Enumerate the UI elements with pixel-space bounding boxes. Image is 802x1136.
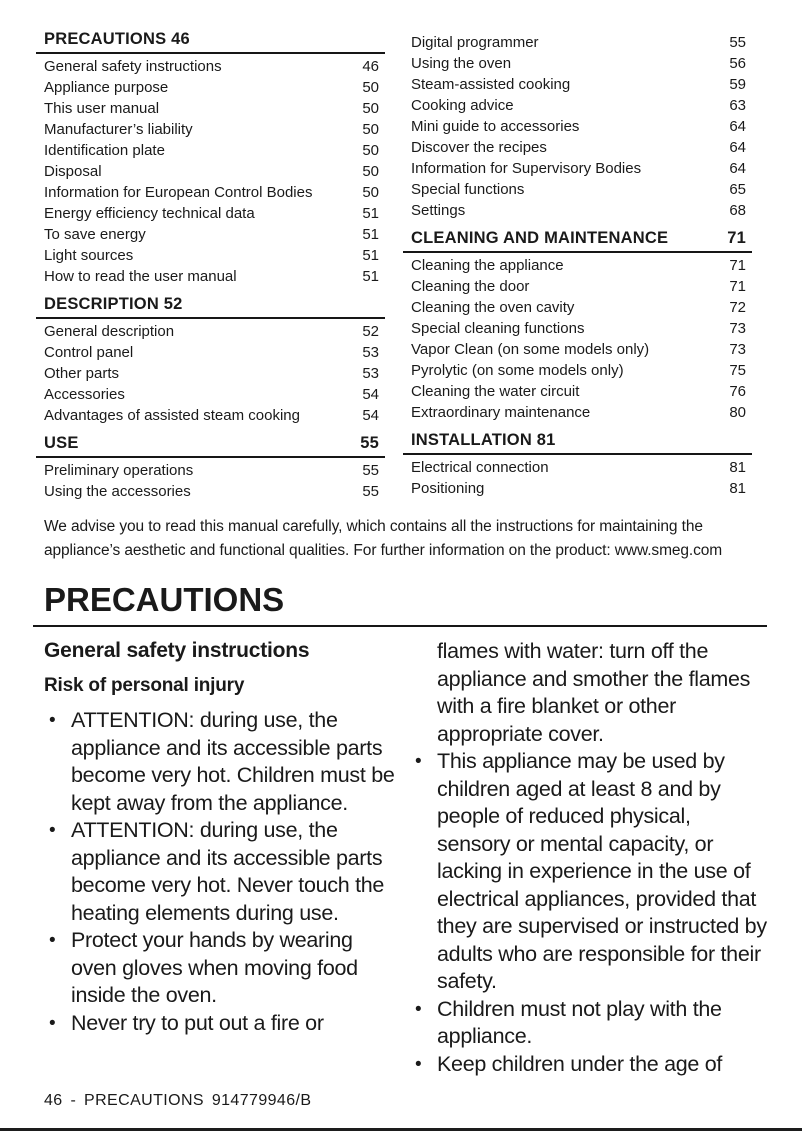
toc-section-heading	[36, 294, 385, 319]
toc-entry-label: Special cleaning functions	[411, 320, 585, 337]
list-item	[44, 1010, 401, 1038]
toc-entry-page: 50	[362, 79, 379, 96]
list-item-text: This appliance may be used by children aged at least 8 and by people of reduced physical, sensory or mental capacity, or lacking in experience in the use of electrical appliances, provided that they are supervised or instructed by adults who are responsible for their safety.	[437, 749, 767, 993]
toc-entry	[44, 363, 385, 384]
toc-entry-label: Cooking advice	[411, 97, 514, 114]
toc-section	[44, 29, 385, 287]
toc-entry	[411, 478, 752, 499]
toc-entry-list	[411, 455, 752, 499]
toc-entry	[411, 137, 752, 158]
toc-entry	[411, 53, 752, 74]
bullet-icon: •	[49, 820, 56, 841]
toc-entry-label: Electrical connection	[411, 459, 549, 476]
body-left-column	[44, 638, 401, 1078]
bullet-icon: •	[49, 930, 56, 951]
toc-entry	[44, 405, 385, 426]
toc-section-title: USE	[44, 434, 79, 452]
toc-entry-label: Using the oven	[411, 55, 512, 72]
toc-entry-page: 56	[729, 55, 746, 72]
toc-entry	[44, 56, 385, 77]
toc-entry-page: 50	[362, 184, 379, 201]
toc-entry-page: 64	[729, 160, 746, 177]
continuation-text: flames with water: turn off the appliance and smother the flames with a fire blanket or other appropriate cover.	[437, 639, 751, 746]
toc-entry-label: Information for European Control Bodies	[44, 184, 313, 201]
toc-entry-page: 72	[729, 299, 746, 316]
bullet-icon: •	[415, 1053, 422, 1075]
toc-entry	[44, 245, 385, 266]
toc-entry	[44, 342, 385, 363]
toc-entry	[411, 158, 752, 179]
bullet-icon: •	[49, 710, 56, 731]
toc-entry	[44, 460, 385, 481]
toc-entry-page: 50	[362, 142, 379, 159]
toc-entry	[411, 297, 752, 318]
bullet-icon: •	[49, 1012, 56, 1034]
toc-entry	[44, 481, 385, 502]
toc-entry-label: Accessories	[44, 386, 125, 403]
toc-entry	[411, 339, 752, 360]
toc-entry-page: 64	[729, 118, 746, 135]
toc-entry	[411, 200, 752, 221]
toc-entry-page: 55	[362, 462, 379, 479]
toc-entry-page: 54	[362, 407, 379, 424]
list-item-text: Never try to put out a fire or	[71, 1010, 324, 1035]
toc-entry-page: 71	[729, 257, 746, 274]
toc-entry-label: Identification plate	[44, 142, 165, 159]
toc-entry	[411, 276, 752, 297]
toc-entry-page: 51	[362, 226, 379, 243]
toc-entry-label: Positioning	[411, 480, 485, 497]
toc-entry	[44, 321, 385, 342]
toc-entry-label: Mini guide to accessories	[411, 118, 580, 135]
toc-entry-page: 53	[362, 344, 379, 361]
toc-entry-page: 64	[729, 139, 746, 156]
toc-entry-page: 51	[362, 268, 379, 285]
toc-entry-page: 50	[362, 163, 379, 180]
bullet-icon: •	[415, 998, 422, 1020]
toc-section-title: PRECAUTIONS 46	[44, 30, 190, 48]
toc-entry-page: 63	[729, 97, 746, 114]
toc-entry-label: Cleaning the water circuit	[411, 383, 580, 400]
toc-entry-label: Cleaning the appliance	[411, 257, 564, 274]
toc-entry	[411, 318, 752, 339]
toc-entry-label: Energy efficiency technical data	[44, 205, 255, 222]
intro-paragraph: We advise you to read this manual carefully, which contains all the instructions for maintaining the appliance’s aesthetic and functional qualities. For further information on the product: www.smeg.com	[44, 518, 723, 559]
toc-entry-list	[44, 319, 385, 426]
toc-entry-list	[411, 253, 752, 423]
bullet-icon: •	[415, 751, 422, 772]
list-item	[44, 927, 401, 1010]
toc-entry	[44, 203, 385, 224]
toc-entry-page: 75	[729, 362, 746, 379]
toc-entry-page: 81	[729, 459, 746, 476]
toc-entry-page: 50	[362, 121, 379, 138]
toc-entry	[411, 95, 752, 116]
toc-entry	[44, 98, 385, 119]
toc-entry-label: Other parts	[44, 365, 120, 382]
toc-entry-page: 80	[729, 404, 746, 421]
table-of-contents	[44, 29, 767, 502]
toc-entry-label: How to read the user manual	[44, 268, 237, 285]
toc-entry-label: Special functions	[411, 181, 525, 198]
toc-entry-page: 55	[729, 34, 746, 51]
toc-entry-label: Digital programmer	[411, 34, 539, 51]
toc-entry	[411, 179, 752, 200]
toc-entry	[44, 384, 385, 405]
toc-section-heading	[403, 430, 752, 455]
toc-entry	[44, 182, 385, 203]
toc-section	[44, 294, 385, 426]
toc-entry	[411, 74, 752, 95]
toc-entry	[44, 266, 385, 287]
list-item-text: Children must not play with the appliance.	[437, 996, 722, 1048]
toc-section	[411, 228, 752, 423]
toc-entry	[411, 32, 752, 53]
toc-entry-page: 59	[729, 76, 746, 93]
toc-entry-label: General description	[44, 323, 175, 340]
toc-section-heading	[36, 29, 385, 54]
toc-entry-page: 76	[729, 383, 746, 400]
toc-section-title: CLEANING AND MAINTENANCE	[411, 229, 669, 247]
toc-entry-label: Vapor Clean (on some models only)	[411, 341, 650, 358]
toc-entry-label: Preliminary operations	[44, 462, 194, 479]
page-bottom-edge-line	[0, 1128, 802, 1131]
toc-entry	[411, 360, 752, 381]
list-item	[44, 707, 401, 817]
toc-section-title: DESCRIPTION 52	[44, 295, 183, 313]
toc-entry-page: 54	[362, 386, 379, 403]
right-bullet-list	[410, 748, 767, 1078]
toc-entry-label: Information for Supervisory Bodies	[411, 160, 642, 177]
toc-entry	[44, 224, 385, 245]
toc-entry-page: 65	[729, 181, 746, 198]
toc-entry-list	[44, 54, 385, 287]
toc-entry	[411, 381, 752, 402]
toc-entry-page: 71	[729, 278, 746, 295]
sub-heading: Risk of personal injury	[44, 675, 245, 696]
toc-entry	[44, 140, 385, 161]
toc-left-column	[44, 29, 385, 502]
toc-entry	[411, 457, 752, 478]
toc-entry-page: 73	[729, 341, 746, 358]
toc-entry	[411, 255, 752, 276]
toc-entry-label: Settings	[411, 202, 466, 219]
toc-entry-label: Control panel	[44, 344, 134, 361]
toc-entry-page: 81	[729, 480, 746, 497]
list-item	[410, 1051, 767, 1079]
toc-section-page: 71	[727, 229, 746, 247]
list-item-text: Protect your hands by wearing oven gloves when moving food inside the oven.	[71, 928, 358, 1007]
toc-entry-list	[44, 458, 385, 502]
toc-entry-label: Manufacturer’s liability	[44, 121, 193, 138]
toc-entry-page: 53	[362, 365, 379, 382]
toc-right-column	[411, 29, 752, 502]
toc-entry-label: To save energy	[44, 226, 146, 243]
toc-section-heading	[403, 228, 752, 253]
toc-entry-label: Appliance purpose	[44, 79, 169, 96]
toc-section-title: INSTALLATION 81	[411, 431, 556, 449]
toc-entry-page: 50	[362, 100, 379, 117]
toc-entry-label: Pyrolytic (on some models only)	[411, 362, 624, 379]
toc-entry-label: Steam-assisted cooking	[411, 76, 571, 93]
list-item	[410, 996, 767, 1051]
left-bullet-list	[44, 707, 401, 1037]
toc-entry-label: Using the accessories	[44, 483, 191, 500]
list-item	[410, 748, 767, 996]
section-heading: General safety instructions	[44, 639, 310, 662]
toc-entry-label: Cleaning the door	[411, 278, 530, 295]
toc-entry	[44, 161, 385, 182]
toc-entry	[411, 116, 752, 137]
list-item-text: ATTENTION: during use, the appliance and its accessible parts become very hot. Children must be kept away from the appliance.	[71, 708, 395, 815]
list-item-text: Keep children under the age of	[437, 1051, 723, 1076]
toc-entry-page: 51	[362, 247, 379, 264]
body-columns	[44, 638, 767, 1078]
toc-entry	[44, 119, 385, 140]
body-right-column	[410, 638, 767, 1078]
toc-entry-label: Extraordinary maintenance	[411, 404, 591, 421]
toc-entry-page: 46	[362, 58, 379, 75]
toc-entry	[44, 77, 385, 98]
list-item-text: ATTENTION: during use, the appliance and its accessible parts become very hot. Never touch the heating elements during use.	[71, 818, 385, 925]
toc-section	[411, 29, 752, 221]
list-item	[44, 817, 401, 927]
toc-entry	[411, 402, 752, 423]
chapter-title: PRECAUTIONS	[33, 582, 767, 627]
toc-entry-page: 52	[362, 323, 379, 340]
toc-section	[44, 433, 385, 502]
toc-entry-label: Disposal	[44, 163, 102, 180]
toc-entry-label: Discover the recipes	[411, 139, 547, 156]
toc-entry-label: Cleaning the oven cavity	[411, 299, 575, 316]
toc-entry-page: 51	[362, 205, 379, 222]
toc-section-page: 55	[360, 434, 379, 452]
toc-entry-label: This user manual	[44, 100, 160, 117]
toc-entry-label: Light sources	[44, 247, 134, 264]
toc-entry-page: 68	[729, 202, 746, 219]
toc-entry-page: 73	[729, 320, 746, 337]
page-footer: 46 - PRECAUTIONS 914779946/B	[44, 1092, 312, 1109]
toc-entry-list	[411, 29, 752, 221]
toc-section	[411, 430, 752, 499]
toc-section-heading	[36, 433, 385, 458]
toc-entry-label: Advantages of assisted steam cooking	[44, 407, 300, 424]
toc-entry-page: 55	[362, 483, 379, 500]
toc-entry-label: General safety instructions	[44, 58, 222, 75]
